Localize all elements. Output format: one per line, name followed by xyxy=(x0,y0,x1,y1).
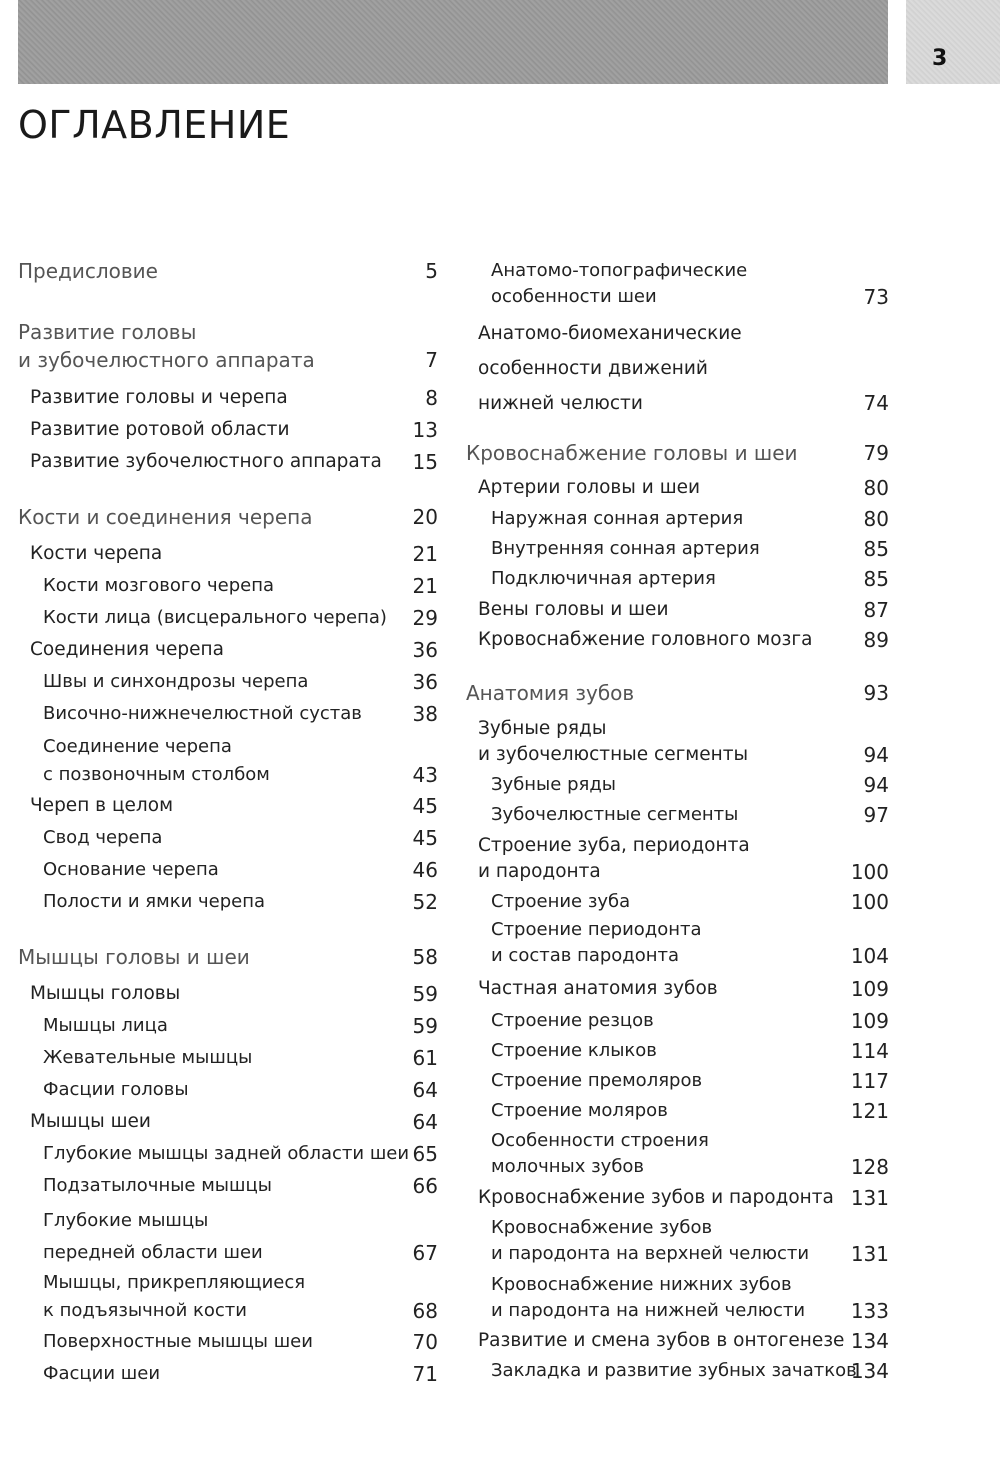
toc-entry-line: Кости черепа xyxy=(30,543,163,564)
toc-entry-title xyxy=(30,981,180,1007)
toc-entry-title xyxy=(478,1328,844,1354)
toc-entry-line: Височно-нижнечелюстной сустав xyxy=(43,703,362,724)
toc-entry-page: 21 xyxy=(412,542,438,566)
toc-entry-page: 20 xyxy=(412,505,438,529)
toc-entry-line: и пародонта xyxy=(478,861,601,882)
toc-entry-line: с позвоночным столбом xyxy=(43,764,270,785)
toc-entry-title xyxy=(43,701,362,727)
toc-entry-page: 80 xyxy=(863,507,889,531)
toc-entry-title xyxy=(43,857,219,883)
toc-entry-line: Развитие ротовой области xyxy=(30,419,290,440)
toc-entry-line: молочных зубов xyxy=(491,1156,645,1177)
toc-entry-page: 59 xyxy=(412,1014,438,1038)
toc-entry-line: Соединения черепа xyxy=(30,639,224,660)
toc-entry-line: Кровоснабжение зубов xyxy=(491,1217,713,1238)
toc-entry-line: и пародонта на нижней челюсти xyxy=(491,1300,806,1321)
toc-entry-page: 45 xyxy=(412,794,438,818)
toc-entry-title xyxy=(491,258,747,310)
toc-entry-title xyxy=(18,318,315,374)
toc-entry-line: Строение зуба xyxy=(491,891,631,912)
toc-entry-line: Зубочелюстные сегменты xyxy=(491,804,739,825)
toc-entry-page: 109 xyxy=(850,1009,889,1033)
toc-entry-line: Строение премоляров xyxy=(491,1070,703,1091)
toc-entry-title xyxy=(30,417,289,443)
toc-entry-title xyxy=(43,1045,252,1071)
toc-entry-line: Подзатылочные мышцы xyxy=(43,1175,272,1196)
toc-entry-page: 100 xyxy=(850,860,889,884)
toc-entry-page: 93 xyxy=(863,681,889,705)
toc-entry-line: Основание черепа xyxy=(43,859,219,880)
toc-entry-title xyxy=(30,637,224,663)
toc-entry-line: и зубочелюстного аппарата xyxy=(18,348,315,372)
toc-entry-page: 133 xyxy=(850,1299,889,1323)
toc-entry-page: 7 xyxy=(425,348,438,372)
toc-entry-line: особенности движений xyxy=(478,358,708,379)
toc-entry-page: 21 xyxy=(412,574,438,598)
toc-entry-title xyxy=(478,627,812,653)
toc-entry-line: Швы и синхондрозы черепа xyxy=(43,671,309,692)
toc-entry-title xyxy=(491,1272,805,1324)
toc-entry-page: 100 xyxy=(850,890,889,914)
toc-entry-line: Фасции шеи xyxy=(43,1363,161,1384)
toc-entry-page: 85 xyxy=(863,567,889,591)
toc-entry-page: 5 xyxy=(425,259,438,283)
toc-entry-line: к подъязычной кости xyxy=(43,1300,247,1321)
toc-entry-title xyxy=(478,316,742,421)
toc-entry-page: 64 xyxy=(412,1078,438,1102)
toc-entry-title xyxy=(478,1185,834,1211)
toc-entry-page: 59 xyxy=(412,982,438,1006)
toc-entry-page: 94 xyxy=(863,773,889,797)
toc-entry-page: 64 xyxy=(412,1110,438,1134)
toc-entry-line: Строение моляров xyxy=(491,1100,668,1121)
toc-entry-title xyxy=(478,475,700,501)
toc-entry-line: Свод черепа xyxy=(43,827,163,848)
toc-entry-line: Кости лица (висцерального черепа) xyxy=(43,607,387,628)
toc-entry-page: 134 xyxy=(850,1329,889,1353)
toc-entry-page: 131 xyxy=(850,1242,889,1266)
toc-entry-line: Развитие зубочелюстного аппарата xyxy=(30,451,382,472)
toc-entry-title xyxy=(18,504,312,530)
toc-entry-title xyxy=(491,889,630,915)
toc-entry-title xyxy=(18,258,158,284)
toc-entry-page: 109 xyxy=(850,977,889,1001)
toc-entry-title xyxy=(478,716,748,768)
toc-entry-page: 8 xyxy=(425,386,438,410)
toc-entry-title xyxy=(18,944,250,970)
toc-entry-line: Вены головы и шеи xyxy=(478,599,669,620)
toc-entry-page: 114 xyxy=(850,1039,889,1063)
toc-entry-line: и пародонта на верхней челюсти xyxy=(491,1243,810,1264)
toc-entry-line: Поверхностные мышцы шеи xyxy=(43,1331,313,1352)
header-band xyxy=(18,0,888,84)
toc-entry-line: Глубокие мышцы xyxy=(43,1210,209,1231)
toc-entry-page: 74 xyxy=(863,391,889,415)
toc-entry-title xyxy=(43,573,274,599)
toc-entry-page: 58 xyxy=(412,945,438,969)
toc-entry-page: 80 xyxy=(863,476,889,500)
toc-entry-page: 87 xyxy=(863,598,889,622)
toc-entry-page: 85 xyxy=(863,537,889,561)
toc-entry-page: 89 xyxy=(863,628,889,652)
toc-entry-title xyxy=(43,605,387,631)
toc-entry-title xyxy=(43,733,270,789)
toc-entry-title xyxy=(30,449,382,475)
toc-entry-line: Развитие головы и черепа xyxy=(30,387,288,408)
toc-entry-title xyxy=(30,541,162,567)
toc-entry-title xyxy=(30,1109,151,1135)
toc-entry-page: 36 xyxy=(412,638,438,662)
toc-entry-title xyxy=(491,772,616,798)
toc-entry-title xyxy=(43,1013,168,1039)
toc-entry-line: Наружная сонная артерия xyxy=(491,508,744,529)
toc-entry-page: 134 xyxy=(850,1359,889,1383)
toc-entry-line: Строение клыков xyxy=(491,1040,657,1061)
toc-entry-line: Кровоснабжение головы и шеи xyxy=(466,441,798,465)
toc-entry-line: Зубные ряды xyxy=(491,774,616,795)
toc-entry-page: 131 xyxy=(850,1186,889,1210)
toc-entry-page: 70 xyxy=(412,1330,438,1354)
toc-entry-title xyxy=(491,917,702,969)
toc-entry-line: особенности шеи xyxy=(491,286,657,307)
toc-entry-title xyxy=(43,1141,409,1167)
toc-entry-title xyxy=(43,1077,189,1103)
toc-entry-title xyxy=(43,1329,313,1355)
toc-entry-line: Строение зуба, периодонта xyxy=(478,835,750,856)
toc-entry-title xyxy=(478,976,718,1002)
toc-entry-title xyxy=(43,889,265,915)
toc-entry-line: Развитие головы xyxy=(18,320,197,344)
toc-entry-page: 45 xyxy=(412,826,438,850)
toc-entry-title xyxy=(478,833,750,885)
toc-entry-title xyxy=(478,597,668,623)
toc-entry-line: Соединение черепа xyxy=(43,736,232,757)
toc-entry-page: 13 xyxy=(412,418,438,442)
toc-entry-page: 61 xyxy=(412,1046,438,1070)
toc-entry-title xyxy=(43,1205,263,1269)
toc-entry-line: Кровоснабжение нижних зубов xyxy=(491,1274,792,1295)
toc-entry-page: 36 xyxy=(412,670,438,694)
toc-entry-page: 104 xyxy=(850,944,889,968)
toc-entry-line: Развитие и смена зубов в онтогенезе xyxy=(478,1330,845,1351)
page-number: 3 xyxy=(932,46,948,71)
toc-entry-page: 46 xyxy=(412,858,438,882)
toc-entry-title xyxy=(491,1358,857,1384)
toc-entry-line: Анатомия зубов xyxy=(466,681,635,705)
toc-entry-line: Артерии головы и шеи xyxy=(478,477,701,498)
toc-entry-line: Кости мозгового черепа xyxy=(43,575,275,596)
toc-entry-title xyxy=(491,536,760,562)
toc-entry-title xyxy=(491,1098,668,1124)
toc-entry-page: 65 xyxy=(412,1142,438,1166)
toc-entry-line: Зубные ряды xyxy=(478,718,607,739)
toc-entry-page: 79 xyxy=(863,441,889,465)
toc-entry-line: Предисловие xyxy=(18,259,158,283)
toc-entry-page: 94 xyxy=(863,743,889,767)
toc-entry-title xyxy=(30,385,288,411)
toc-entry-page: 43 xyxy=(412,763,438,787)
toc-entry-page: 66 xyxy=(412,1174,438,1198)
toc-entry-page: 73 xyxy=(863,285,889,309)
toc-entry-title xyxy=(43,1173,272,1199)
toc-entry-line: Мышцы лица xyxy=(43,1015,168,1036)
toc-entry-line: передней области шеи xyxy=(43,1242,263,1263)
toc-entry-title xyxy=(491,1038,657,1064)
toc-entry-line: Кровоснабжение головного мозга xyxy=(478,629,813,650)
toc-entry-page: 121 xyxy=(850,1099,889,1123)
toc-entry-title xyxy=(43,669,308,695)
toc-entry-line: нижней челюсти xyxy=(478,393,643,414)
toc-entry-line: и зубочелюстные сегменты xyxy=(478,744,749,765)
toc-entry-page: 97 xyxy=(863,803,889,827)
toc-entry-line: Кровоснабжение зубов и пародонта xyxy=(478,1187,834,1208)
toc-entry-page: 29 xyxy=(412,606,438,630)
toc-entry-line: Подключичная артерия xyxy=(491,568,716,589)
toc-entry-line: Жевательные мышцы xyxy=(43,1047,253,1068)
toc-entry-title xyxy=(491,566,716,592)
toc-entry-line: Мышцы головы xyxy=(30,983,181,1004)
toc-entry-line: Внутренняя сонная артерия xyxy=(491,538,760,559)
toc-entry-line: Особенности строения xyxy=(491,1130,709,1151)
toc-entry-page: 15 xyxy=(412,450,438,474)
toc-entry-line: Глубокие мышцы задней области шеи xyxy=(43,1143,410,1164)
toc-entry-line: Строение периодонта xyxy=(491,919,702,940)
toc-entry-page: 71 xyxy=(412,1362,438,1386)
toc-entry-title xyxy=(491,506,743,532)
toc-entry-page: 68 xyxy=(412,1299,438,1323)
toc-entry-line: Мышцы головы и шеи xyxy=(18,945,250,969)
toc-entry-title xyxy=(491,802,738,828)
toc-entry-line: Фасции головы xyxy=(43,1079,189,1100)
toc-entry-line: Полости и ямки черепа xyxy=(43,891,265,912)
toc-entry-title xyxy=(491,1128,709,1180)
toc-entry-line: Закладка и развитие зубных зачатков xyxy=(491,1360,857,1381)
toc-entry-title xyxy=(491,1068,702,1094)
toc-entry-title xyxy=(43,825,162,851)
toc-entry-title xyxy=(30,793,173,819)
toc-entry-title xyxy=(491,1008,654,1034)
toc-entry-page: 38 xyxy=(412,702,438,726)
page-number-tab xyxy=(906,0,1000,84)
toc-entry-line: Мышцы шеи xyxy=(30,1111,151,1132)
toc-entry-line: Анатомо-топографические xyxy=(491,260,748,281)
toc-entry-title xyxy=(43,1269,305,1325)
toc-entry-title xyxy=(466,680,634,706)
toc-entry-line: и состав пародонта xyxy=(491,945,680,966)
page-title: ОГЛАВЛЕНИЕ xyxy=(18,103,291,147)
toc-entry-title xyxy=(43,1361,160,1387)
toc-entry-title xyxy=(466,440,798,466)
toc-entry-line: Частная анатомия зубов xyxy=(478,978,718,999)
toc-entry-line: Кости и соединения черепа xyxy=(18,505,313,529)
toc-entry-page: 117 xyxy=(850,1069,889,1093)
toc-entry-page: 52 xyxy=(412,890,438,914)
toc-entry-line: Анатомо-биомеханические xyxy=(478,323,742,344)
toc-entry-page: 67 xyxy=(412,1241,438,1265)
toc-entry-title xyxy=(491,1215,809,1267)
toc-entry-line: Строение резцов xyxy=(491,1010,654,1031)
toc-entry-line: Череп в целом xyxy=(30,795,174,816)
toc-entry-page: 128 xyxy=(850,1155,889,1179)
toc-entry-line: Мышцы, прикрепляющиеся xyxy=(43,1272,306,1293)
